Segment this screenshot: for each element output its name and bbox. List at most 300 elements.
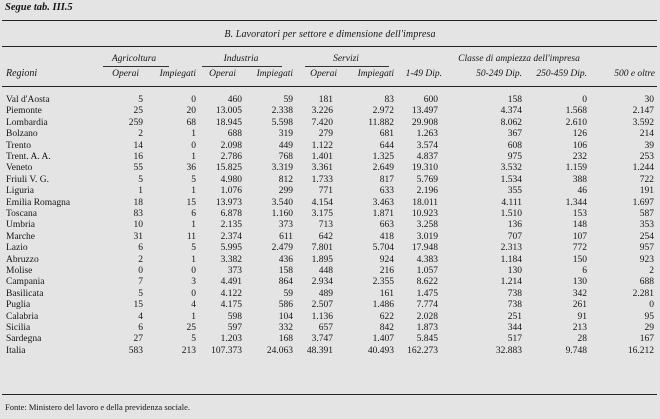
table-cell: 213 [181, 345, 196, 356]
region-name: Piemonte [6, 106, 42, 117]
table-cell: 600 [423, 95, 438, 105]
table-cell: 1 [191, 254, 196, 265]
group-servizi-rule [305, 66, 389, 67]
table-cell: 517 [507, 334, 522, 345]
table-cell: 448 [318, 266, 333, 276]
table-cell: 2.507 [311, 300, 333, 311]
table-cell: 5 [191, 243, 196, 254]
table-row [0, 255, 660, 266]
region-name: Italia [6, 345, 26, 356]
table-cell: 1.697 [632, 197, 654, 208]
table-cell: 1.076 [220, 186, 242, 197]
table-cell: 2.972 [372, 106, 394, 117]
table-row [0, 220, 660, 231]
table-cell: 0 [191, 266, 196, 276]
table-cell: 1.325 [372, 152, 394, 162]
table-cell: 15 [133, 300, 143, 311]
table-cell: 768 [278, 152, 293, 162]
table-cell: 817 [379, 174, 394, 185]
table-row [0, 106, 660, 117]
region-name: Bolzano [6, 129, 38, 140]
table-cell: 25 [186, 323, 196, 333]
table-cell: 1.895 [311, 254, 333, 265]
table-cell: 1.122 [311, 140, 333, 151]
region-name: Sicilia [6, 323, 31, 333]
table-cell: 161 [379, 288, 394, 299]
table-cell: 46 [577, 186, 587, 197]
table-cell: 2.479 [271, 243, 293, 254]
table-cell: 3.747 [311, 334, 333, 345]
table-cell: 1.568 [565, 106, 587, 117]
region-name: Calabria [6, 311, 39, 322]
table-cell: 1 [138, 186, 143, 197]
table-cell: 2.786 [220, 152, 242, 162]
table-cell: 15.825 [215, 163, 242, 174]
table-cell: 738 [507, 300, 522, 311]
region-name: Puglia [6, 300, 31, 311]
table-cell: 1.401 [311, 152, 333, 162]
region-name: Sardegna [6, 334, 42, 345]
table-cell: 707 [507, 231, 522, 242]
table-cell: 15 [186, 197, 196, 208]
table-cell: 25 [133, 106, 143, 117]
table-cell: 1.057 [416, 266, 438, 276]
region-name: Abruzzo [6, 254, 39, 265]
region-name: Campania [6, 277, 45, 288]
table-cell: 2.338 [271, 106, 293, 117]
table-cell: 586 [278, 300, 293, 311]
table-cell: 3.258 [416, 220, 438, 231]
table-cell: 4.175 [220, 300, 242, 311]
table-cell: 59 [283, 288, 293, 299]
table-cell: 1.159 [565, 163, 587, 174]
header-ser-impiegati: Impiegati [357, 69, 394, 79]
table-cell: 3.319 [271, 163, 293, 174]
table-cell: 1.344 [565, 197, 587, 208]
table-row [0, 346, 660, 357]
table-cell: 68 [186, 117, 196, 128]
table-cell: 107 [572, 231, 587, 242]
table-cell: 5.598 [271, 117, 293, 128]
table-caption: B. Lavoratori per settore e dimensione dell'impresa [224, 29, 436, 40]
table-cell: 0 [649, 300, 654, 311]
table-cell: 633 [379, 186, 394, 197]
table-cell: 5 [191, 174, 196, 185]
table-cell: 975 [507, 152, 522, 162]
table-cell: 32.883 [495, 345, 522, 356]
table-row [0, 118, 660, 129]
table-row [0, 334, 660, 345]
table-cell: 5.704 [372, 243, 394, 254]
table-cell: 9.748 [565, 345, 587, 356]
table-cell: 162.273 [407, 345, 438, 356]
table-cell: 191 [639, 186, 654, 197]
table-cell: 3.574 [416, 140, 438, 151]
table-cell: 681 [379, 129, 394, 140]
region-name: Lazio [6, 243, 28, 254]
table-cell: 489 [318, 288, 333, 299]
table-cell: 95 [644, 311, 654, 322]
region-name: Toscana [6, 209, 37, 219]
table-cell: 583 [128, 345, 143, 356]
table-cell: 2.313 [500, 243, 522, 254]
table-cell: 55 [133, 163, 143, 174]
table-cell: 4.374 [500, 106, 522, 117]
table-cell: 18 [133, 197, 143, 208]
group-agricoltura: Agricoltura [111, 54, 157, 64]
table-cell: 1.214 [500, 277, 522, 288]
table-cell: 19.310 [411, 163, 438, 174]
group-agricoltura-rule [103, 66, 169, 67]
table-row [0, 95, 660, 106]
table-cell: 2 [138, 129, 143, 140]
group-industria: Industria [223, 54, 259, 64]
table-cell: 2.281 [632, 288, 654, 299]
group-classe-ampiezza: Classe di ampiezza dell'impresa [458, 54, 580, 64]
table-cell: 130 [507, 266, 522, 276]
table-cell: 5 [138, 288, 143, 299]
table-cell: 1.184 [500, 254, 522, 265]
table-cell: 59 [283, 95, 293, 105]
table-cell: 253 [639, 152, 654, 162]
table-cell: 587 [639, 209, 654, 219]
table-cell: 4 [191, 300, 196, 311]
table-cell: 4.122 [220, 288, 242, 299]
table-cell: 299 [278, 186, 293, 197]
region-name: Trent. A. A. [6, 152, 51, 162]
table-cell: 688 [639, 277, 654, 288]
region-name: Marche [6, 231, 36, 242]
table-cell: 5 [138, 174, 143, 185]
table-cell: 3.540 [271, 197, 293, 208]
table-cell: 5 [191, 334, 196, 345]
table-cell: 1.160 [271, 209, 293, 219]
table-cell: 332 [278, 323, 293, 333]
table-cell: 7 [138, 277, 143, 288]
table-cell: 1 [191, 220, 196, 231]
header-agr-operai: Operai [112, 69, 139, 79]
table-cell: 2 [649, 266, 654, 276]
table-cell: 7.420 [311, 117, 333, 128]
table-cell: 1.244 [632, 163, 654, 174]
table-cell: 251 [507, 311, 522, 322]
table-cell: 957 [639, 243, 654, 254]
table-cell: 373 [227, 266, 242, 276]
table-cell: 6 [191, 209, 196, 219]
table-row [0, 289, 660, 300]
table-cell: 1.203 [220, 334, 242, 345]
table-cell: 2.649 [372, 163, 394, 174]
table-cell: 29.908 [411, 117, 438, 128]
table-cell: 344 [507, 323, 522, 333]
region-name: Emilia Romagna [6, 197, 71, 208]
table-row [0, 175, 660, 186]
header-regioni: Regioni [6, 68, 38, 79]
header-classe-50-249: 50-249 Dip. [476, 69, 522, 79]
table-cell: 2.196 [416, 186, 438, 197]
table-cell: 7.801 [311, 243, 333, 254]
table-cell: 2.135 [220, 220, 242, 231]
table-cell: 1 [191, 129, 196, 140]
header-ind-impiegati: Impiegati [256, 69, 293, 79]
table-row [0, 243, 660, 254]
header-rule [2, 86, 657, 87]
table-cell: 812 [278, 174, 293, 185]
table-cell: 644 [379, 140, 394, 151]
table-cell: 13.005 [215, 106, 242, 117]
table-cell: 8.062 [500, 117, 522, 128]
table-cell: 4.837 [416, 152, 438, 162]
table-row [0, 129, 660, 140]
table-cell: 3 [191, 277, 196, 288]
table-cell: 864 [278, 277, 293, 288]
table-cell: 3.175 [311, 209, 333, 219]
table-cell: 622 [379, 311, 394, 322]
table-row [0, 209, 660, 220]
table-cell: 153 [572, 209, 587, 219]
table-cell: 30 [644, 95, 654, 105]
table-cell: 136 [507, 220, 522, 231]
group-servizi: Servizi [333, 54, 359, 64]
table-row [0, 323, 660, 334]
table-cell: 28 [577, 334, 587, 345]
table-cell: 158 [507, 95, 522, 105]
table-cell: 608 [507, 140, 522, 151]
region-name: Basilicata [6, 288, 44, 299]
table-cell: 598 [227, 311, 242, 322]
table-cell: 4.383 [416, 254, 438, 265]
table-cell: 771 [318, 186, 333, 197]
table-cell: 6 [138, 323, 143, 333]
table-cell: 5 [138, 95, 143, 105]
table-cell: 3.532 [500, 163, 522, 174]
table-cell: 0 [138, 266, 143, 276]
table-cell: 167 [639, 334, 654, 345]
header-classe-1-49: 1-49 Dip. [405, 69, 442, 79]
table-cell: 2.374 [220, 231, 242, 242]
table-cell: 1.510 [500, 209, 522, 219]
table-cell: 279 [318, 129, 333, 140]
table-cell: 460 [227, 95, 242, 105]
header-ind-operai: Operai [209, 69, 236, 79]
table-cell: 148 [572, 220, 587, 231]
header-classe-250-459: 250-459 Dip. [536, 69, 587, 79]
table-cell: 1.475 [416, 288, 438, 299]
table-cell: 1.871 [372, 209, 394, 219]
table-row [0, 300, 660, 311]
group-industria-rule [202, 66, 282, 67]
table-cell: 10 [133, 220, 143, 231]
table-cell: 18.011 [412, 197, 438, 208]
table-row [0, 152, 660, 163]
table-cell: 150 [572, 254, 587, 265]
table-row [0, 277, 660, 288]
table-cell: 842 [379, 323, 394, 333]
source-note: Fonte: Ministero del lavoro e della previdenza sociale. [5, 402, 191, 412]
table-cell: 130 [572, 277, 587, 288]
table-cell: 24.063 [266, 345, 293, 356]
table-cell: 83 [133, 209, 143, 219]
table-cell: 0 [582, 95, 587, 105]
table-cell: 2 [138, 254, 143, 265]
table-cell: 13.497 [411, 106, 438, 117]
table-cell: 1.263 [416, 129, 438, 140]
table-cell: 924 [379, 254, 394, 265]
table-row [0, 232, 660, 243]
table-cell: 688 [227, 129, 242, 140]
table-row [0, 266, 660, 277]
table-cell: 738 [507, 288, 522, 299]
table-cell: 2.028 [416, 311, 438, 322]
table-cell: 6 [138, 243, 143, 254]
table-cell: 3.382 [220, 254, 242, 265]
table-cell: 5.769 [416, 174, 438, 185]
header-classe-500-oltre: 500 e oltre [614, 69, 655, 79]
table-cell: 449 [278, 140, 293, 151]
table-cell: 436 [278, 254, 293, 265]
table-cell: 2.355 [372, 277, 394, 288]
table-cell: 1.136 [311, 311, 333, 322]
table-cell: 13.973 [215, 197, 242, 208]
table-cell: 0 [191, 288, 196, 299]
table-cell: 1.873 [416, 323, 438, 333]
table-row [0, 163, 660, 174]
table-cell: 2.098 [220, 140, 242, 151]
table-cell: 91 [577, 311, 587, 322]
top-rule [2, 20, 657, 21]
table-cell: 31 [133, 231, 143, 242]
table-cell: 29 [644, 323, 654, 333]
table-cell: 4.980 [220, 174, 242, 185]
table-cell: 1 [191, 311, 196, 322]
table-cell: 3.361 [311, 163, 333, 174]
table-cell: 11 [186, 231, 196, 242]
table-cell: 107.373 [211, 345, 242, 356]
region-name: Trento [6, 140, 31, 151]
region-name: Umbria [6, 220, 36, 231]
table-cell: 722 [639, 174, 654, 185]
header-agr-impiegati: Impiegati [159, 69, 196, 79]
table-cell: 923 [639, 254, 654, 265]
table-cell: 611 [279, 231, 293, 242]
table-cell: 418 [379, 231, 394, 242]
table-cell: 663 [379, 220, 394, 231]
table-cell: 355 [507, 186, 522, 197]
region-name: Liguria [6, 186, 34, 197]
table-cell: 261 [572, 300, 587, 311]
table-cell: 3.226 [311, 106, 333, 117]
table-cell: 5.995 [220, 243, 242, 254]
table-cell: 3.019 [416, 231, 438, 242]
continuation-label: Segue tab. III.5 [5, 2, 73, 13]
table-cell: 1.486 [372, 300, 394, 311]
table-cell: 106 [572, 140, 587, 151]
table-cell: 27 [133, 334, 143, 345]
table-cell: 7.774 [416, 300, 438, 311]
table-cell: 214 [639, 129, 654, 140]
table-cell: 388 [572, 174, 587, 185]
table-cell: 1.534 [500, 174, 522, 185]
region-name: Molise [6, 266, 33, 276]
table-cell: 1 [191, 152, 196, 162]
header-ser-operai: Operai [310, 69, 337, 79]
table-row [0, 186, 660, 197]
table-cell: 4.491 [220, 277, 242, 288]
table-cell: 6.878 [220, 209, 242, 219]
table-cell: 367 [507, 129, 522, 140]
table-cell: 6 [582, 266, 587, 276]
table-cell: 40.493 [367, 345, 394, 356]
table-cell: 2.934 [311, 277, 333, 288]
table-cell: 1 [191, 186, 196, 197]
table-cell: 2.147 [632, 106, 654, 117]
table-cell: 772 [572, 243, 587, 254]
table-cell: 0 [191, 140, 196, 151]
table-cell: 3.592 [632, 117, 654, 128]
table-cell: 83 [384, 95, 394, 105]
table-cell: 0 [191, 95, 196, 105]
table-cell: 10.923 [411, 209, 438, 219]
table-cell: 36 [186, 163, 196, 174]
table-cell: 4 [138, 311, 143, 322]
table-cell: 14 [133, 140, 143, 151]
table-cell: 373 [278, 220, 293, 231]
table-cell: 2.610 [565, 117, 587, 128]
table-cell: 8.622 [416, 277, 438, 288]
table-cell: 39 [644, 140, 654, 151]
table-cell: 3.463 [372, 197, 394, 208]
table-cell: 319 [278, 129, 293, 140]
table-row [0, 312, 660, 323]
table-cell: 48.391 [306, 345, 333, 356]
table-cell: 158 [278, 266, 293, 276]
table-cell: 168 [278, 334, 293, 345]
bottom-rule [2, 394, 657, 395]
region-name: Friuli V. G. [6, 174, 49, 185]
table-row [0, 141, 660, 152]
table-cell: 126 [572, 129, 587, 140]
table-cell: 18.945 [215, 117, 242, 128]
table-cell: 5.845 [416, 334, 438, 345]
table-cell: 213 [572, 323, 587, 333]
table-cell: 20 [186, 106, 196, 117]
table-cell: 17.948 [411, 243, 438, 254]
table-cell: 216 [379, 266, 394, 276]
table-cell: 259 [128, 117, 143, 128]
region-name: Lombardia [6, 117, 48, 128]
table-cell: 4.154 [311, 197, 333, 208]
table-cell: 4.111 [501, 197, 522, 208]
table-cell: 16.212 [627, 345, 654, 356]
table-cell: 713 [318, 220, 333, 231]
table-row [0, 198, 660, 209]
table-cell: 642 [318, 231, 333, 242]
table-cell: 181 [318, 95, 333, 105]
table-cell: 342 [572, 288, 587, 299]
region-name: Veneto [6, 163, 33, 174]
table-cell: 11.882 [368, 117, 394, 128]
caption-rule [2, 46, 657, 47]
table-cell: 1.407 [372, 334, 394, 345]
table-cell: 1.733 [311, 174, 333, 185]
table-cell: 254 [639, 231, 654, 242]
table-cell: 232 [572, 152, 587, 162]
region-name: Val d'Aosta [6, 95, 50, 105]
table-cell: 353 [639, 220, 654, 231]
table-cell: 104 [278, 311, 293, 322]
table-cell: 16 [133, 152, 143, 162]
table-cell: 657 [318, 323, 333, 333]
